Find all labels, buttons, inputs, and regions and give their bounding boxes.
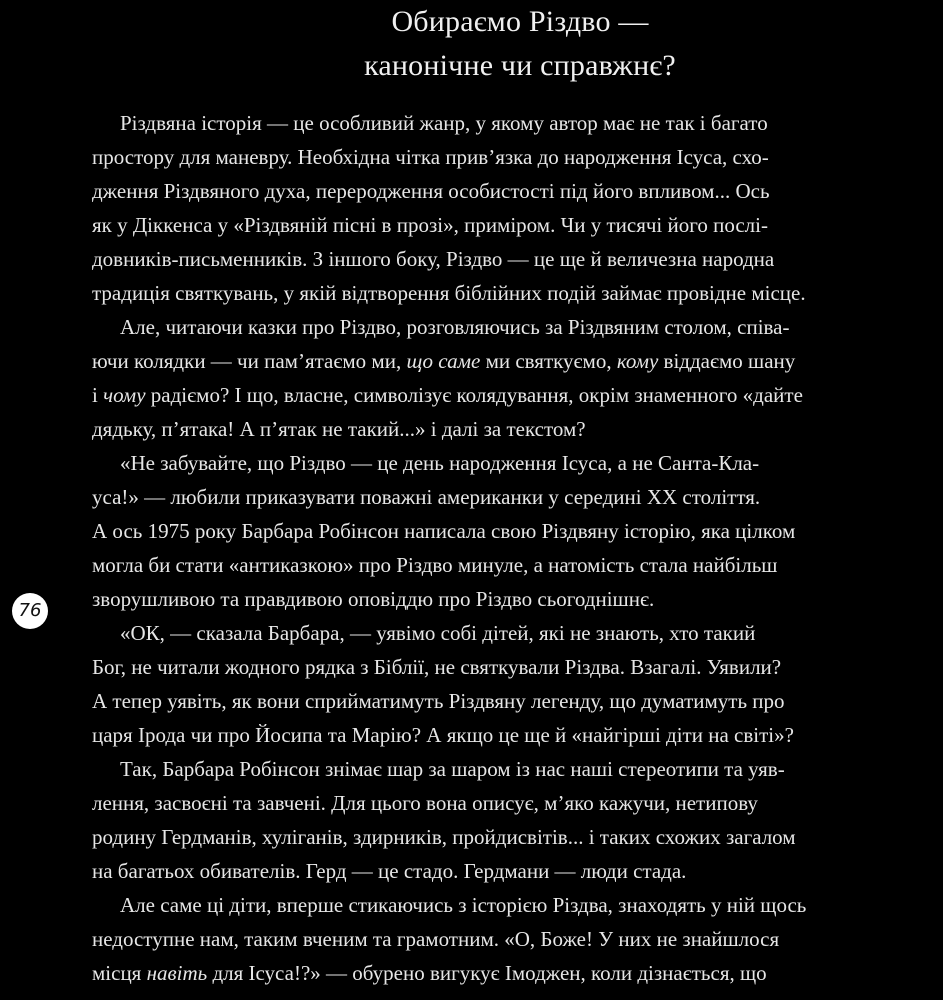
page-number-badge: 76 bbox=[12, 593, 48, 629]
text-segment: недоступне нам, таким вченим та грамотним. «О, Боже! У них не знайшлося bbox=[92, 927, 780, 951]
text-segment: на багатьох обивателів. Герд — це стадо. Гердмани — люди стада. bbox=[92, 859, 687, 883]
text-segment: царя Ірода чи про Йосипа та Марію? А якщо це ще й «найгірші діти на світі»? bbox=[92, 723, 794, 747]
text-segment: місця bbox=[92, 961, 147, 985]
text-segment: А ось 1975 року Барбара Робінсон написала свою Різдвяну історію, яка цілком bbox=[92, 519, 796, 543]
text-line bbox=[92, 106, 943, 140]
text-line bbox=[92, 922, 943, 956]
text-line bbox=[92, 446, 943, 480]
text-line bbox=[92, 514, 943, 548]
chapter-heading-line-2: канонічне чи справжнє? bbox=[364, 49, 676, 82]
text-line bbox=[92, 548, 943, 582]
text-segment: простору для маневру. Необхідна чітка прив’язка до народження Ісуса, схо- bbox=[92, 145, 769, 169]
text-segment: Але, читаючи казки про Різдво, розговляючись за Різдвяним столом, співа- bbox=[120, 315, 790, 339]
text-line bbox=[92, 684, 943, 718]
text-segment: лення, засвоєні та завчені. Для цього вона описує, м’яко кажучи, нетипову bbox=[92, 791, 758, 815]
text-segment: і bbox=[92, 383, 104, 407]
text-segment: довників-письменників. З іншого боку, Різдво — це ще й величезна народна bbox=[92, 247, 775, 271]
text-segment: уса!» — любили приказувати поважні американки у середині ХХ століття. bbox=[92, 485, 761, 509]
text-line bbox=[92, 412, 943, 446]
text-segment: ючи колядки — чи пам’ятаємо ми, bbox=[92, 349, 407, 373]
text-line bbox=[92, 854, 943, 888]
emphasis-text: кому bbox=[616, 349, 659, 373]
text-line bbox=[92, 310, 943, 344]
text-segment: зворушливою та правдивою оповіддю про Різдво сьогоднішнє. bbox=[92, 587, 655, 611]
text-line bbox=[92, 208, 943, 242]
text-line bbox=[92, 140, 943, 174]
text-segment: А тепер уявіть, як вони сприйматимуть Різдвяну легенду, що думатимуть про bbox=[92, 689, 785, 713]
text-segment: радіємо? І що, власне, символізує колядування, окрім знаменного «дайте bbox=[145, 383, 803, 407]
text-segment: для Ісуса!?» — обурено вигукує Імоджен, коли дізнається, що bbox=[207, 961, 767, 985]
text-line bbox=[92, 480, 943, 514]
text-segment: «Не забувайте, що Різдво — це день народження Ісуса, а не Санта-Кла- bbox=[120, 451, 760, 475]
text-line bbox=[92, 888, 943, 922]
text-line bbox=[92, 786, 943, 820]
emphasis-text: чому bbox=[103, 383, 146, 407]
text-segment: родину Гердманів, хуліганів, здирників, пройдисвітів... і таких схожих загалом bbox=[92, 825, 796, 849]
text-segment: ми святкуємо, bbox=[480, 349, 617, 373]
text-line bbox=[92, 174, 943, 208]
text-line bbox=[92, 276, 943, 310]
text-line bbox=[92, 650, 943, 684]
text-segment: як у Діккенса у «Різдвяній пісні в прозі», приміром. Чи у тисячі його послі- bbox=[92, 213, 768, 237]
text-line bbox=[92, 344, 943, 378]
chapter-heading-line-1: Обираємо Різдво — bbox=[391, 5, 649, 38]
text-segment: «ОК, — сказала Барбара, — уявімо собі дітей, які не знають, хто такий bbox=[120, 621, 756, 645]
text-segment: віддаємо шану bbox=[658, 349, 796, 373]
text-line bbox=[92, 616, 943, 650]
text-line bbox=[92, 752, 943, 786]
text-line bbox=[92, 378, 943, 412]
body-text bbox=[92, 106, 943, 990]
text-line bbox=[92, 820, 943, 854]
text-segment: дження Різдвяного духа, переродження особистості під його впливом... Ось bbox=[92, 179, 770, 203]
text-segment: Різдвяна історія — це особливий жанр, у якому автор має не так і багато bbox=[120, 111, 768, 135]
text-segment: Так, Барбара Робінсон знімає шар за шаром із нас наші стереотипи та уяв- bbox=[120, 757, 785, 781]
text-line bbox=[92, 956, 943, 990]
text-segment: Бог, не читали жодного рядка з Біблії, не святкували Різдва. Взагалі. Уявили? bbox=[92, 655, 782, 679]
emphasis-text: навіть bbox=[146, 961, 208, 985]
text-segment: Але саме ці діти, вперше стикаючись з історією Різдва, знаходять у ній щось bbox=[120, 893, 807, 917]
emphasis-text: що саме bbox=[406, 349, 481, 373]
chapter-heading bbox=[300, 0, 740, 88]
text-line bbox=[92, 582, 943, 616]
text-line bbox=[92, 718, 943, 752]
text-segment: дядьку, п’ятака! А п’ятак не такий...» і далі за текстом? bbox=[92, 417, 586, 441]
text-segment: могла би стати «антиказкою» про Різдво минуле, а натомість стала найбільш bbox=[92, 553, 778, 577]
text-line bbox=[92, 242, 943, 276]
text-segment: традиція святкувань, у якій відтворення біблійних подій займає провідне місце. bbox=[92, 281, 806, 305]
